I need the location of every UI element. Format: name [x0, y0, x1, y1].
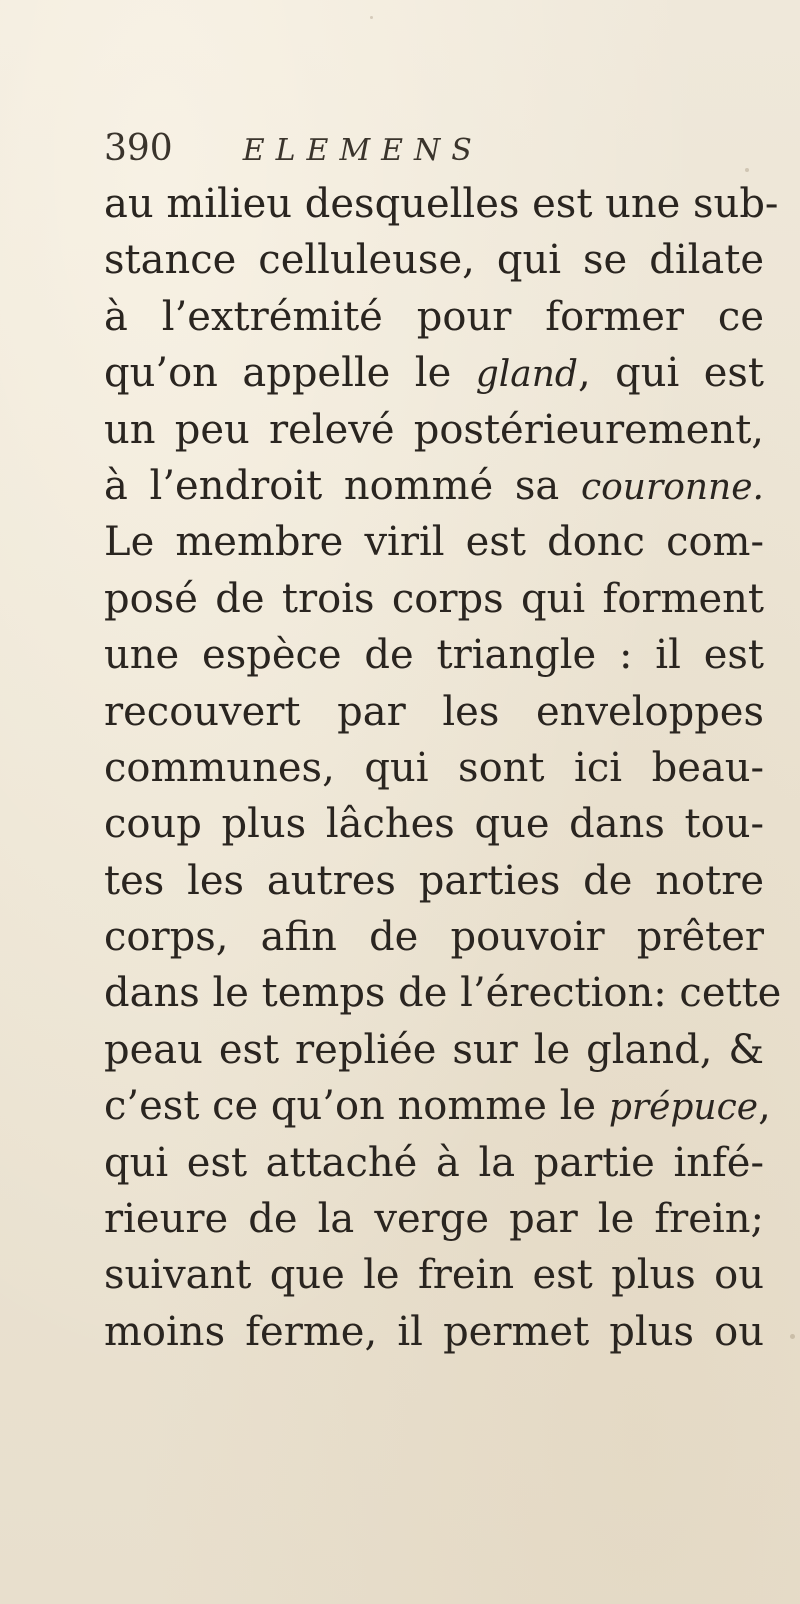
text-line [104, 909, 764, 965]
text-line [104, 1022, 764, 1078]
text-run: à l’endroit nommé sa [104, 462, 581, 509]
text-run: un peu relevé postérieurement, [104, 406, 764, 453]
text-run: à l’extrémité pour former ce [104, 293, 764, 340]
text-run: tes les autres parties de notre [104, 857, 764, 904]
text-line [104, 176, 779, 232]
italic-term: prépuce [608, 1087, 759, 1129]
running-title: ELEMENS [242, 133, 483, 168]
text-line [104, 627, 764, 683]
text-run: peau est repliée sur le gland, & [104, 1026, 764, 1073]
text-run: suivant que le frein est plus ou [104, 1252, 764, 1299]
text-line [104, 345, 764, 401]
text-line [104, 1135, 764, 1191]
text-run: moins ferme, il permet plus ou [104, 1308, 764, 1355]
text-run: communes, qui sont ici beau- [104, 744, 764, 791]
text-run: corps, afin de pouvoir prêter [104, 914, 764, 961]
text-line [104, 796, 764, 852]
text-line [104, 232, 764, 288]
text-line [104, 458, 764, 514]
text-line [104, 514, 764, 570]
page-header [104, 128, 483, 168]
paper-speck [745, 168, 749, 172]
text-run: qu’on appelle le [104, 350, 476, 397]
text-line [104, 965, 782, 1021]
paper-speck [370, 16, 373, 19]
text-run: , [758, 1083, 771, 1130]
text-run: c’est ce qu’on nomme le [104, 1083, 609, 1130]
text-run: au milieu desquelles est une sub- [104, 181, 779, 227]
text-run: dans le temps de l’érection: cette [104, 970, 782, 1017]
text-line [104, 684, 764, 740]
page-number: 390 [104, 128, 173, 169]
text-line [104, 402, 764, 458]
italic-term: gland [475, 354, 578, 396]
italic-term: couronne. [580, 466, 764, 508]
text-line [104, 1304, 764, 1360]
text-line [104, 740, 764, 796]
text-line [104, 1078, 771, 1134]
text-run: qui est attaché à la partie infé- [104, 1139, 764, 1186]
text-line [104, 1247, 764, 1303]
text-line [104, 289, 764, 345]
text-line [104, 853, 764, 909]
text-run: coup plus lâches que dans tou- [104, 801, 764, 848]
text-run: une espèce de triangle : il est [104, 632, 764, 679]
text-run: posé de trois corps qui forment [104, 575, 764, 622]
paper-speck [790, 1334, 795, 1339]
text-run: recouvert par les enveloppes [104, 688, 764, 735]
text-line [104, 571, 764, 627]
body-text [104, 176, 782, 1360]
text-run: , qui est [577, 350, 764, 397]
text-run: rieure de la verge par le frein; [104, 1196, 764, 1243]
text-run: stance celluleuse, qui se dilate [104, 237, 764, 284]
text-line [104, 1191, 764, 1247]
text-run: Le membre viril est donc com- [104, 519, 764, 566]
